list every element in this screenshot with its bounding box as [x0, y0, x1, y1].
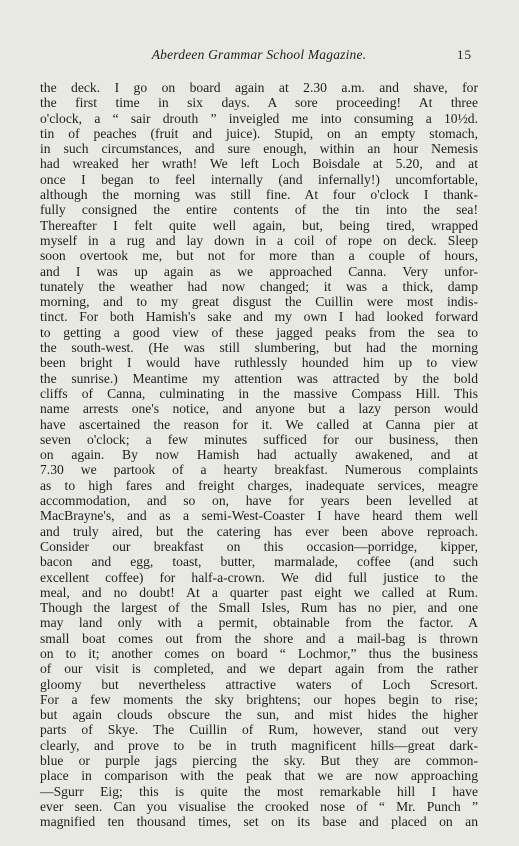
text-line: on to it; another comes on board “ Lochmor,” thus the business — [40, 645, 478, 661]
text-line: name arrests one's notice, and anyone but a lazy person would — [40, 401, 478, 417]
text-line: the deck. I go on board again at 2.30 a.m. and shave, for — [40, 80, 478, 95]
text-line: may land only with a permit, obtainable from the factor. A — [40, 615, 478, 631]
text-line: meal, and no doubt! At a quarter past eight we called at Rum. — [40, 584, 478, 600]
text-line: 7.30 we partook of a hearty breakfast. Numerous complaints — [40, 462, 478, 478]
text-line: ever seen. Can you visualise the crooked nose of “ Mr. Punch ” — [40, 798, 478, 814]
text-line: had wreaked her wrath! We left Loch Boisdale at 5.20, and at — [40, 156, 478, 172]
text-line: gloomy but nevertheless attractive waters of Loch Scresort. — [40, 676, 478, 692]
page-number: 15 — [457, 47, 472, 62]
text-line: tin of peaches (fruit and juice). Stupid, on an empty stomach, — [40, 125, 478, 141]
text-line: as to high fares and freight charges, inadequate services, meagre — [40, 477, 478, 493]
text-line: although the morning was still fine. At four o'clock I thank- — [40, 187, 478, 203]
text-line: small boat comes out from the shore and a mail-bag is thrown — [40, 630, 478, 646]
text-line: MacBrayne's, and as a semi-West-Coaster I have heard them well — [40, 508, 478, 524]
text-line: parts of Skye. The Cuillin of Rum, however, stand out very — [40, 722, 478, 738]
text-line: the first time in six days. A sore proceeding! At three — [40, 95, 478, 111]
text-line: the south-west. (He was still slumbering, but had the morning — [40, 340, 478, 356]
text-line: Though the largest of the Small Isles, Rum has no pier, and one — [40, 600, 478, 616]
text-line: tunately the weather had now changed; it was a thick, damp — [40, 278, 478, 294]
text-line: Thereafter I felt quite well again, but, being tired, wrapped — [40, 217, 478, 233]
text-line: fully consigned the entire contents of the tin into the sea! — [40, 202, 478, 218]
text-line: myself in a rug and lay down in a coil of rope on deck. Sleep — [40, 232, 478, 248]
body-text — [40, 80, 478, 830]
text-line: For a few moments the sky brightens; our hopes begin to rise; — [40, 691, 478, 707]
text-line: tinct. For both Hamish's sake and my own I had looked forward — [40, 309, 478, 325]
text-line: —Sgurr Eig; this is quite the most remarkable hill I have — [40, 783, 478, 799]
text-line: the sunrise.) Meantime my attention was attracted by the bold — [40, 370, 478, 386]
text-line: o'clock, a “ sair drouth ” inveigled me into consuming a 10½d. — [40, 110, 478, 126]
text-line: morning, and to my great disgust the Cuillin were most indis- — [40, 294, 478, 310]
text-line: bacon and egg, toast, butter, marmalade, coffee (and such — [40, 554, 478, 570]
text-line: in such circumstances, and sure enough, within an hour Nemesis — [40, 141, 478, 157]
text-line: to getting a good view of these jagged peaks from the sea to — [40, 324, 478, 340]
text-line: Consider our breakfast on this occasion—porridge, kipper, — [40, 538, 478, 554]
running-head — [40, 45, 478, 65]
text-line: cliffs of Canna, culminating in the massive Compass Hill. This — [40, 385, 478, 401]
text-line: place in comparison with the peak that we are now approaching — [40, 768, 478, 784]
text-line: seven o'clock; a few minutes sufficed for our business, then — [40, 431, 478, 447]
text-line: and I was up again as we approached Canna. Very unfor- — [40, 263, 478, 279]
text-line: blue or purple jags piercing the sky. But they are common- — [40, 753, 478, 769]
text-line: been bright I would have ruthlessly hounded him up to view — [40, 355, 478, 371]
text-line: magnified ten thousand times, set on its base and placed on an — [40, 814, 478, 830]
text-line: soon overtook me, but not for more than a couple of hours, — [40, 248, 478, 264]
text-line: and truly aired, but the catering has ever been above reproach. — [40, 523, 478, 539]
text-line: on again. By now Hamish had actually awakened, and at — [40, 447, 478, 463]
text-line: of our visit is completed, and we depart again from the rather — [40, 661, 478, 677]
text-line: have ascertained the reason for it. We called at Canna pier at — [40, 416, 478, 432]
text-line: clearly, and prove to be in truth magnificent hills—great dark- — [40, 737, 478, 753]
text-line: but again clouds obscure the sun, and mist hides the higher — [40, 707, 478, 723]
text-line: accommodation, and so on, have for years been levelled at — [40, 493, 478, 509]
text-line: excellent coffee) for half-a-crown. We did full justice to the — [40, 569, 478, 585]
journal-title: Aberdeen Grammar School Magazine. — [151, 47, 367, 62]
text-line: once I began to feel internally (and infernally!) uncomfortable, — [40, 171, 478, 187]
